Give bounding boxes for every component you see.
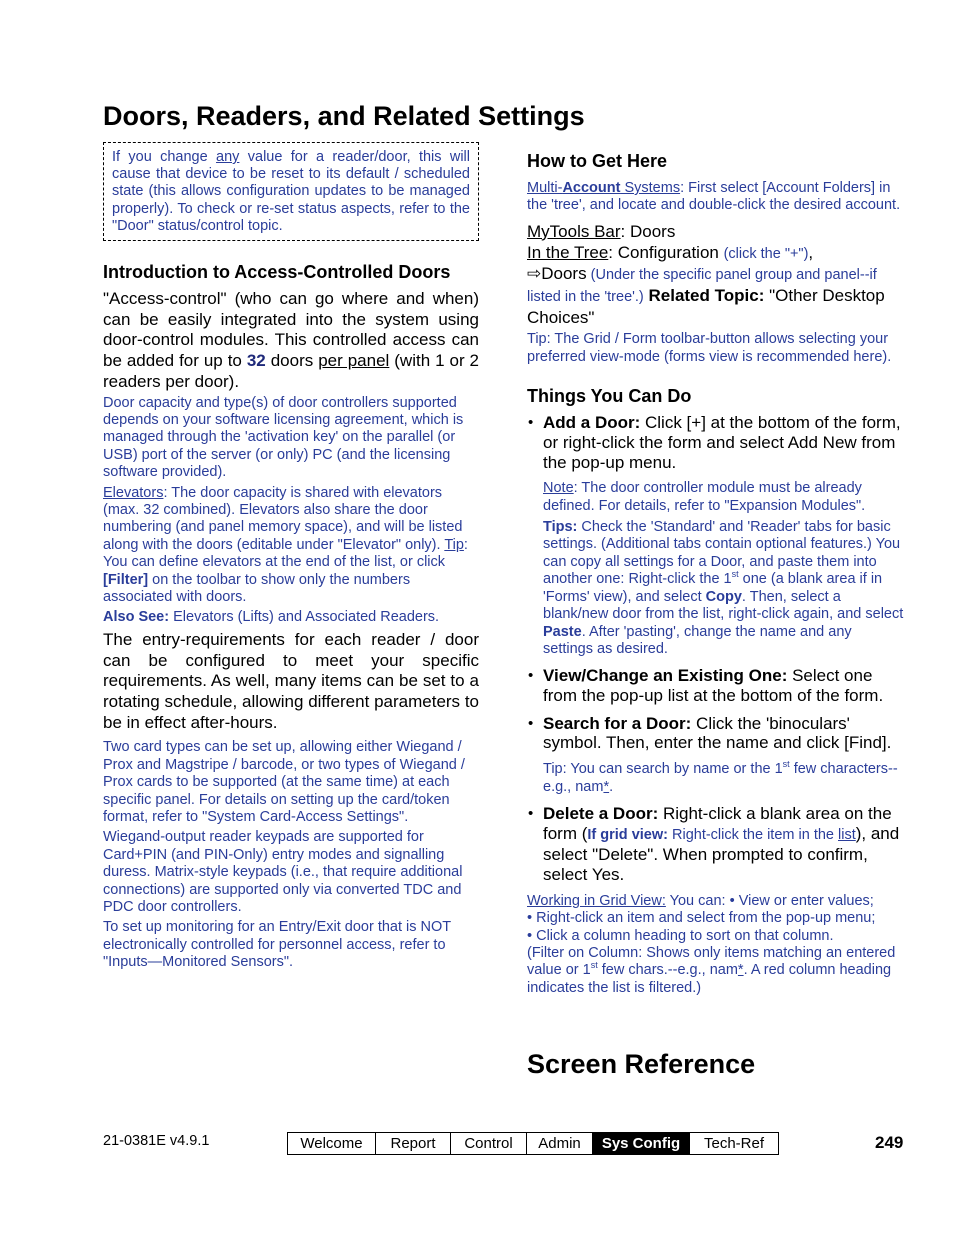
elevators-link[interactable]: Elevators — [103, 484, 164, 501]
nav-tab-welcome[interactable]: Welcome — [288, 1133, 376, 1154]
nav-tab-tech-ref[interactable]: Tech-Ref — [703, 1135, 765, 1152]
elevators-related-link[interactable]: Elevators (Lifts) and Associated Readers. — [169, 609, 440, 626]
left-column — [103, 142, 479, 972]
nav-tab-admin[interactable]: Admin — [527, 1133, 593, 1154]
screen-reference-heading: Screen Reference — [527, 1049, 756, 1079]
filter-button-ref: [Filter] — [103, 571, 149, 588]
list-item: • Search for a Door: Click the 'binoculars' symbol. Then, enter the name and click [Find]. Tip: You can search by name or the 1st few characters--e.g., nam*. — [543, 714, 904, 796]
mytools-bar-link[interactable]: MyTools Bar — [527, 221, 621, 241]
nav-tab-report[interactable]: Report — [376, 1133, 451, 1154]
tree-link[interactable]: In the Tree — [527, 242, 609, 262]
grid-form-tip: Tip: The Grid / Form toolbar-button allows selecting your preferred view-mode (forms view is recommended here). — [527, 331, 892, 365]
right-column — [527, 150, 904, 997]
keypads-note: Wiegand-output reader keypads are supported for Card+PIN (and PIN-Only) entry modes and signalling duress. Matrix-style keypads (i.e., that require additional connections) are supported only via converted TDC and PDC door controllers. — [103, 829, 463, 915]
controller-note: Note: The door controller module must be already defined. For details, refer to "Expansion Modules". — [543, 480, 866, 514]
reset-warning-note: If you change any value for a reader/door, this will cause that device to be reset to its default / scheduled state (this allows configuration updates to be managed properly). To check or re-set status aspects, refer to the "Door" status/control topic. — [103, 142, 479, 241]
other-desktop-choices-link[interactable]: "Other Desktop Choices" — [527, 285, 885, 327]
footer-nav — [287, 1132, 779, 1155]
multi-account-link[interactable]: Multi-Account Systems — [527, 180, 681, 196]
intro-paragraph: "Access-control" (who can go where and when) can be easily integrated into the system using door-control modules. This controlled access can be added for up to 32 doors per panel (with 1 or 2 readers per door). — [103, 289, 480, 391]
grid-view-link[interactable]: Working in Grid View: — [527, 892, 666, 909]
intro-heading: Introduction to Access-Controlled Doors — [103, 262, 451, 283]
doc-id: 21-0381E v4.9.1 — [103, 1133, 210, 1149]
list-item: • Delete a Door: Right-click a blank area on the form (If grid view: Right-click the item in the list), and select "Delete". When prompted to confirm, select Yes. — [543, 804, 904, 885]
list-item: • View/Change an Existing One: Select one from the pop-up list at the bottom of the form. — [543, 666, 904, 705]
things-list — [527, 413, 904, 885]
list-item: • Add a Door: Click [+] at the bottom of the form, or right-click the form and select Add New from the pop-up menu. Note: The door controller module must be already defined. For details, refer to "Expansion Modules". Tips: Check the 'Standard' and 'Reader' tabs for basic settings. (Additional tabs contain optional features.) You can copy all settings for a Door, and paste them into another one: Right-click the 1st one (a blank area if in 'Forms' view), and select Copy. Then, select a blank/new door from the list, right-click again, and select Paste. After 'pasting', change the name and any settings as desired. — [543, 413, 904, 658]
nav-tab-control[interactable]: Control — [451, 1133, 527, 1154]
page-number: 249 — [875, 1133, 904, 1152]
how-to-get-here-heading: How to Get Here — [527, 151, 668, 171]
things-heading: Things You Can Do — [527, 386, 692, 407]
copy-paste-tips: Tips: Check the 'Standard' and 'Reader' tabs for basic settings. (Additional tabs contain optional features.) You can copy all settings for a Door, and paste them into another one: Right-click the 1st one (a blank area if in 'Forms' view), and select Copy. Then, select a blank/new door from the list, right-click again, and select Paste. After 'pasting', change the name and any settings as desired. — [543, 519, 904, 657]
any-emphasis: any — [216, 149, 240, 165]
mytools-line: MyTools Bar: Doors — [527, 221, 676, 241]
entry-requirements-paragraph: The entry-requirements for each reader / door can be configured to meet your specific requirements. As well, many items can be set to a rotating schedule, allowing different parameters to be in effect after-hours. — [103, 629, 479, 732]
also-see-note: Also See: Elevators (Lifts) and Associated Readers. — [103, 609, 440, 626]
arrow-icon: ⇨ — [527, 264, 542, 284]
monitoring-note: To set up monitoring for an Entry/Exit door that is NOT electronically controlled for personnel access, refer to "Inputs—Monitored Sensors". — [103, 919, 451, 971]
grid-view-note: Working in Grid View: You can: • View or enter values; • Right-click an item and select from the pop-up menu; • Click a column heading to sort on that column. (Filter on Column: Shows only items matching an entered value or 1st few chars.--e.g., nam*. A red column heading indicates the list is filtered.) — [527, 892, 896, 996]
capacity-note: Door capacity and type(s) of door controllers supported depends on your software licensing agreement, which is managed through the 'activation key' on the parallel (or USB) port of the server (or only) PC (and the licensing software provided). — [103, 394, 464, 481]
card-types-note: Two card types can be set up, allowing either Wiegand / Prox and Magstripe / barcode, or two types of Wiegand / Prox cards to be supported (at the same time) at each specific panel. For details on setting up the card/token format, refer to "System Card-Access Settings". — [103, 739, 465, 825]
tree-line: In the Tree: Configuration (click the "+"), ⇨Doors (Under the specific panel group and panel--if listed in the 'tree'.) Related Topic: "Other Desktop Choices" — [527, 242, 885, 327]
expansion-modules-link[interactable]: : The door controller module must be already defined. For details, refer to "Expansion Modules". — [543, 480, 866, 514]
elevators-note: Elevators: The door capacity is shared with elevators (max. 32 combined). Elevators also share the door numbering (and panel memory space), and will be listed along with the doors (editable under "Elevator" only). Tip: You can define elevators at the end of the list, or click [Filter] on the toolbar to show only the numbers associated with doors. — [103, 484, 468, 605]
page-title: Doors, Readers, and Related Settings — [103, 101, 585, 131]
multi-account-note: Multi-Account Systems: First select [Account Folders] in the 'tree', and locate and double-click the desired account. — [527, 180, 901, 214]
search-tip: Tip: You can search by name or the 1st few characters--e.g., nam*. — [543, 759, 898, 795]
nav-tab-sys-config[interactable]: Sys Config — [593, 1133, 690, 1154]
